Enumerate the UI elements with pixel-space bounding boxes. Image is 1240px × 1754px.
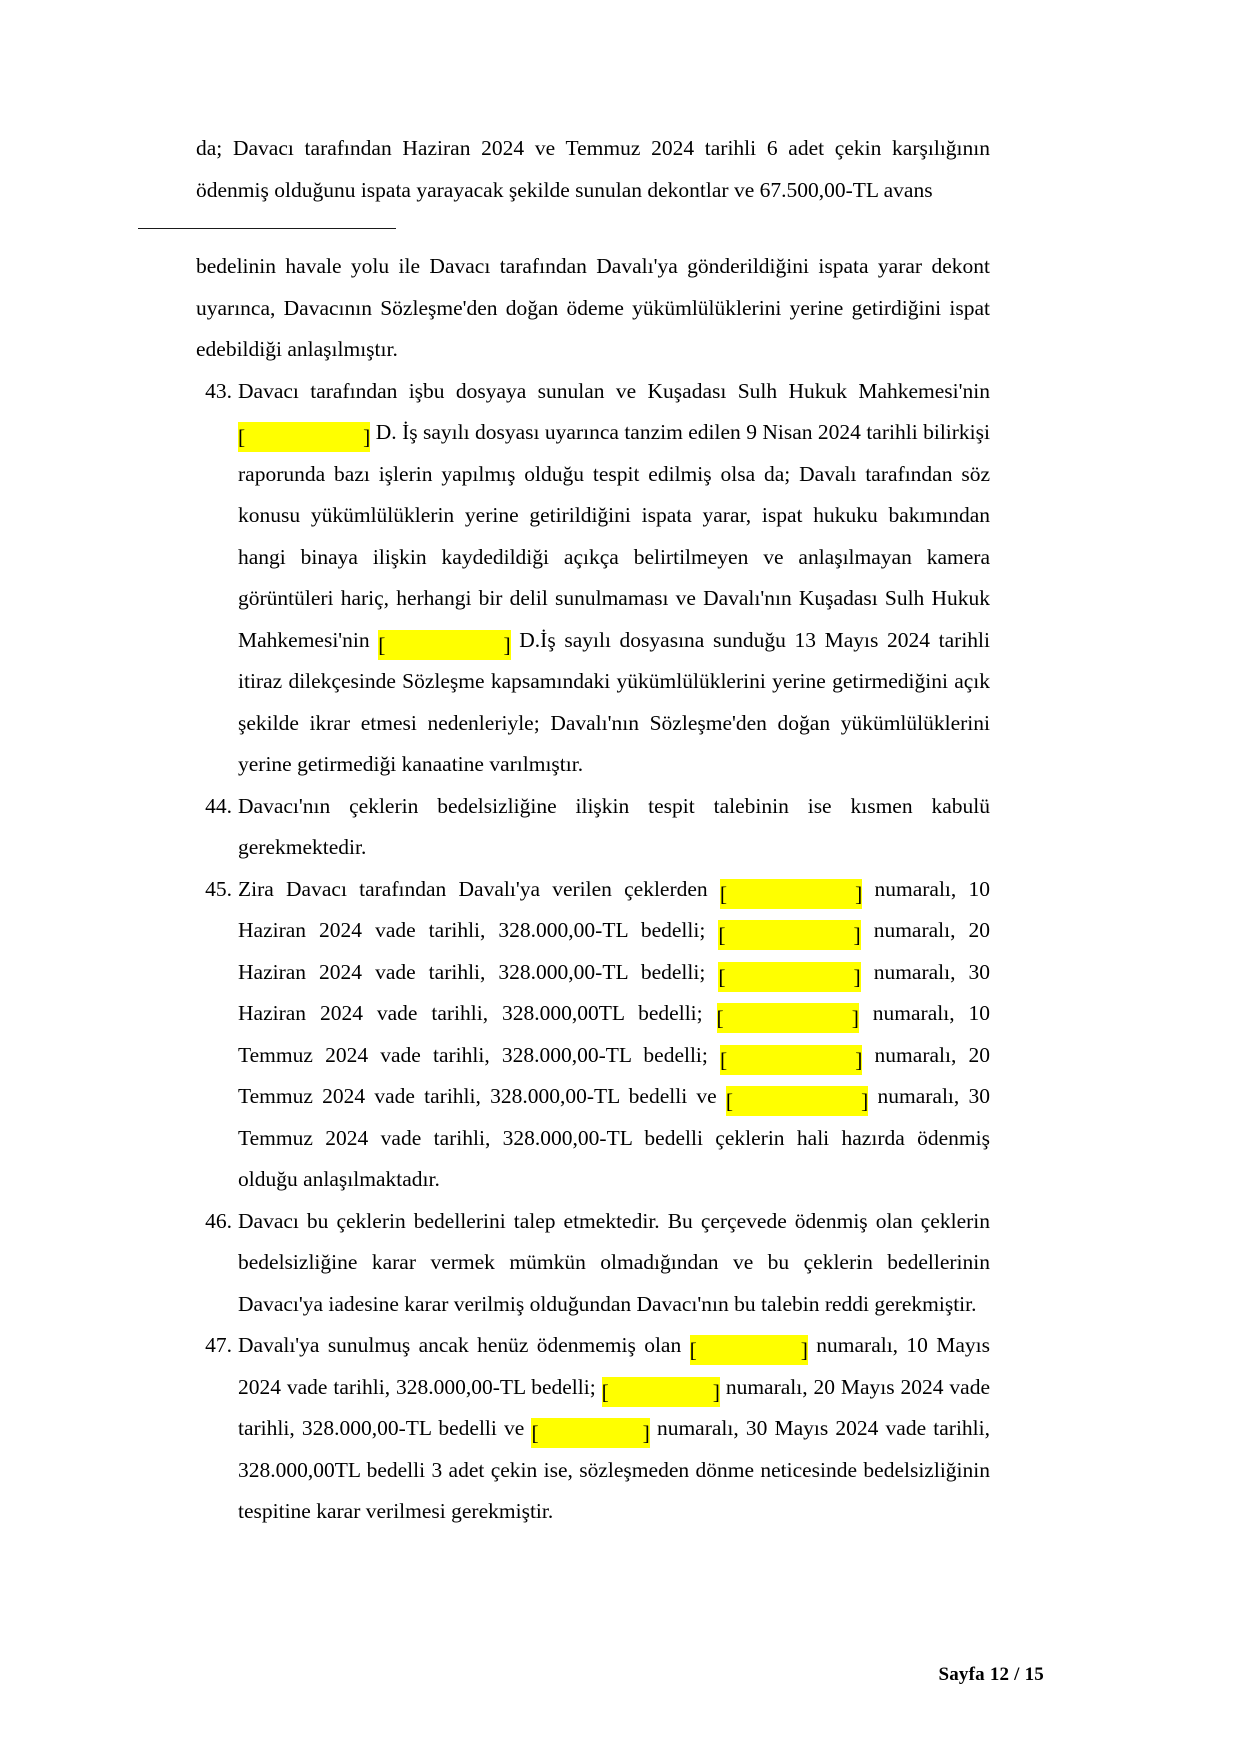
orphan-paragraph-text: da; Davacı tarafından Haziran 2024 ve Temmuz 2024 tarihli 6 adet çekin karşılığının ödenmiş olduğunu ispata yarayacak şekilde sunulan dekontlar ve 67.500,00-TL avans bbox=[196, 136, 990, 202]
orphan-paragraph bbox=[196, 128, 990, 211]
item-number: 43. bbox=[205, 378, 232, 403]
continuation-paragraph-text: bedelinin havale yolu ile Davacı tarafından Davalı'ya gönderildiğini ispata yarar dekont uyarınca, Davacının Sözleşme'den doğan ödeme yükümlülüklerini yerine getirdiğini ispat edebildiği anlaşılmıştır. bbox=[196, 254, 990, 361]
redaction-blank bbox=[531, 1418, 649, 1448]
redaction-close-bracket: ] bbox=[851, 1006, 859, 1030]
redaction-open-bracket: [ bbox=[238, 425, 246, 449]
item-body: Davalı'ya sunulmuş ancak henüz ödenmemiş olan [ ] numaralı, 10 Mayıs 2024 vade tarihli, 328.000,00-TL bedelli; [ ] numaralı, 20 Mayıs 2024 vade tarihli, 328.000,00-TL bedelli ve [ ] numaralı, 30 Mayıs 2024 vade tarihli, 328.000,00TL bedelli 3 adet çekin ise, sözleşmeden dönme neticesinde bedelsizliğinin tespitine karar verilmesi gerekmiştir. bbox=[238, 1333, 990, 1523]
redaction-close-bracket: ] bbox=[861, 1089, 869, 1113]
redaction-fill bbox=[609, 1377, 713, 1407]
redaction-fill bbox=[727, 879, 855, 909]
redaction-fill bbox=[724, 1003, 852, 1033]
redaction-blank bbox=[717, 1003, 859, 1033]
redaction-blank bbox=[720, 1045, 862, 1075]
page-footer: Sayfa 12 / 15 bbox=[938, 1664, 1044, 1685]
redaction-fill bbox=[539, 1418, 643, 1448]
item-number: 46. bbox=[205, 1208, 232, 1233]
redaction-open-bracket: [ bbox=[719, 881, 728, 906]
item-body: Davacı'nın çeklerin bedelsizliğine ilişkin tespit talebinin ise kısmen kabulü gerekmektedir. bbox=[238, 793, 990, 859]
redaction-close-bracket: ] bbox=[855, 1047, 863, 1072]
numbered-item bbox=[196, 1201, 990, 1326]
redaction-open-bracket: [ bbox=[718, 923, 726, 947]
redaction-open-bracket: [ bbox=[601, 1379, 609, 1404]
numbered-item bbox=[196, 786, 990, 869]
redaction-blank bbox=[720, 879, 862, 909]
redaction-close-bracket: ] bbox=[800, 1338, 808, 1362]
continuation-paragraph bbox=[196, 246, 990, 371]
item-body: Davacı tarafından işbu dosyaya sunulan ve Kuşadası Sulh Hukuk Mahkemesi'nin [ ] D. İş sayılı dosyası uyarınca tanzim edilen 9 Nisan 2024 tarihli bilirkişi raporunda bazı işlerin yapılmış olduğu tespit edilmiş olsa da; Davalı tarafından söz konusu yükümlülüklerin yerine getirildiğini ispata yarar, ispat hukuku bakımından hangi binaya ilişkin kaydedildiği açıkça belirtilmeyen ve anlaşılmayan kamera görüntüleri hariç, herhangi bir delil sunulmaması ve Davalı'nın Kuşadası Sulh Hukuk Mahkemesi'nin [ ] D.İş sayılı dosyasına sunduğu 13 Mayıs 2024 tarihli itiraz dilekçesinde Sözleşme kapsamındaki yükümlülüklerini yerine getirmediğini açık şekilde ikrar etmesi nedenleriyle; Davalı'nın Sözleşme'den doğan yükümlülüklerini yerine getirmediği kanaatine varılmıştır. bbox=[238, 378, 991, 776]
item-number: 45. bbox=[205, 876, 232, 901]
item-number: 47. bbox=[205, 1333, 232, 1357]
redaction-open-bracket: [ bbox=[689, 1338, 697, 1362]
page-content bbox=[196, 128, 990, 1533]
redaction-open-bracket: [ bbox=[720, 1047, 728, 1072]
redaction-open-bracket: [ bbox=[531, 1421, 539, 1445]
redaction-open-bracket: [ bbox=[716, 1006, 724, 1030]
redaction-blank bbox=[238, 422, 370, 452]
numbered-item bbox=[196, 869, 990, 1201]
redaction-fill bbox=[697, 1335, 801, 1365]
redaction-open-bracket: [ bbox=[725, 1089, 734, 1113]
redaction-blank bbox=[602, 1377, 720, 1407]
item-body: Zira Davacı tarafından Davalı'ya verilen çeklerden [ ] numaralı, 10 Haziran 2024 vade tarihli, 328.000,00-TL bedelli; [ ] numaralı, 20 Haziran 2024 vade tarihli, 328.000,00-TL bedelli; [ ] numaralı, 30 Haziran 2024 vade tarihli, 328.000,00TL bedelli; [ ] numaralı, 10 Temmuz 2024 vade tarihli, 328.000,00-TL bedelli; [ ] numaralı, 20 Temmuz 2024 vade tarihli, 328.000,00-TL bedelli ve [ ] numaralı, 30 Temmuz 2024 vade tarihli, 328.000,00-TL bedelli çeklerin hali hazırda ödenmiş olduğu anlaşılmaktadır. bbox=[238, 876, 991, 1191]
redaction-fill bbox=[726, 920, 854, 950]
redaction-blank bbox=[726, 1086, 868, 1116]
redaction-close-bracket: ] bbox=[503, 632, 511, 657]
redaction-open-bracket: [ bbox=[378, 632, 386, 657]
redaction-fill bbox=[733, 1086, 861, 1116]
redaction-fill bbox=[726, 962, 854, 992]
footnote-separator-rule bbox=[138, 228, 396, 229]
redaction-close-bracket: ] bbox=[363, 425, 371, 449]
redaction-close-bracket: ] bbox=[642, 1421, 650, 1445]
redaction-blank bbox=[378, 630, 510, 660]
numbered-item bbox=[196, 1325, 990, 1533]
redaction-fill bbox=[245, 422, 363, 452]
redaction-fill bbox=[385, 630, 503, 660]
redaction-blank bbox=[718, 920, 860, 950]
redaction-fill bbox=[727, 1045, 855, 1075]
redaction-open-bracket: [ bbox=[718, 964, 726, 989]
item-number: 44. bbox=[205, 793, 232, 818]
item-body: Davacı bu çeklerin bedellerini talep etmektedir. Bu çerçevede ödenmiş olan çeklerin bedelsizliğine karar vermek mümkün olmadığından ve bu çeklerin bedellerinin Davacı'ya iadesine karar verilmiş olduğundan Davacı'nın bu talebin reddi gerekmiştir. bbox=[238, 1208, 990, 1316]
redaction-close-bracket: ] bbox=[853, 923, 861, 947]
redaction-close-bracket: ] bbox=[853, 964, 861, 989]
redaction-blank bbox=[718, 962, 860, 992]
redaction-close-bracket: ] bbox=[855, 881, 863, 906]
redaction-close-bracket: ] bbox=[712, 1379, 720, 1404]
redaction-blank bbox=[690, 1335, 808, 1365]
numbered-items-list bbox=[196, 371, 990, 1533]
numbered-item bbox=[196, 371, 990, 786]
